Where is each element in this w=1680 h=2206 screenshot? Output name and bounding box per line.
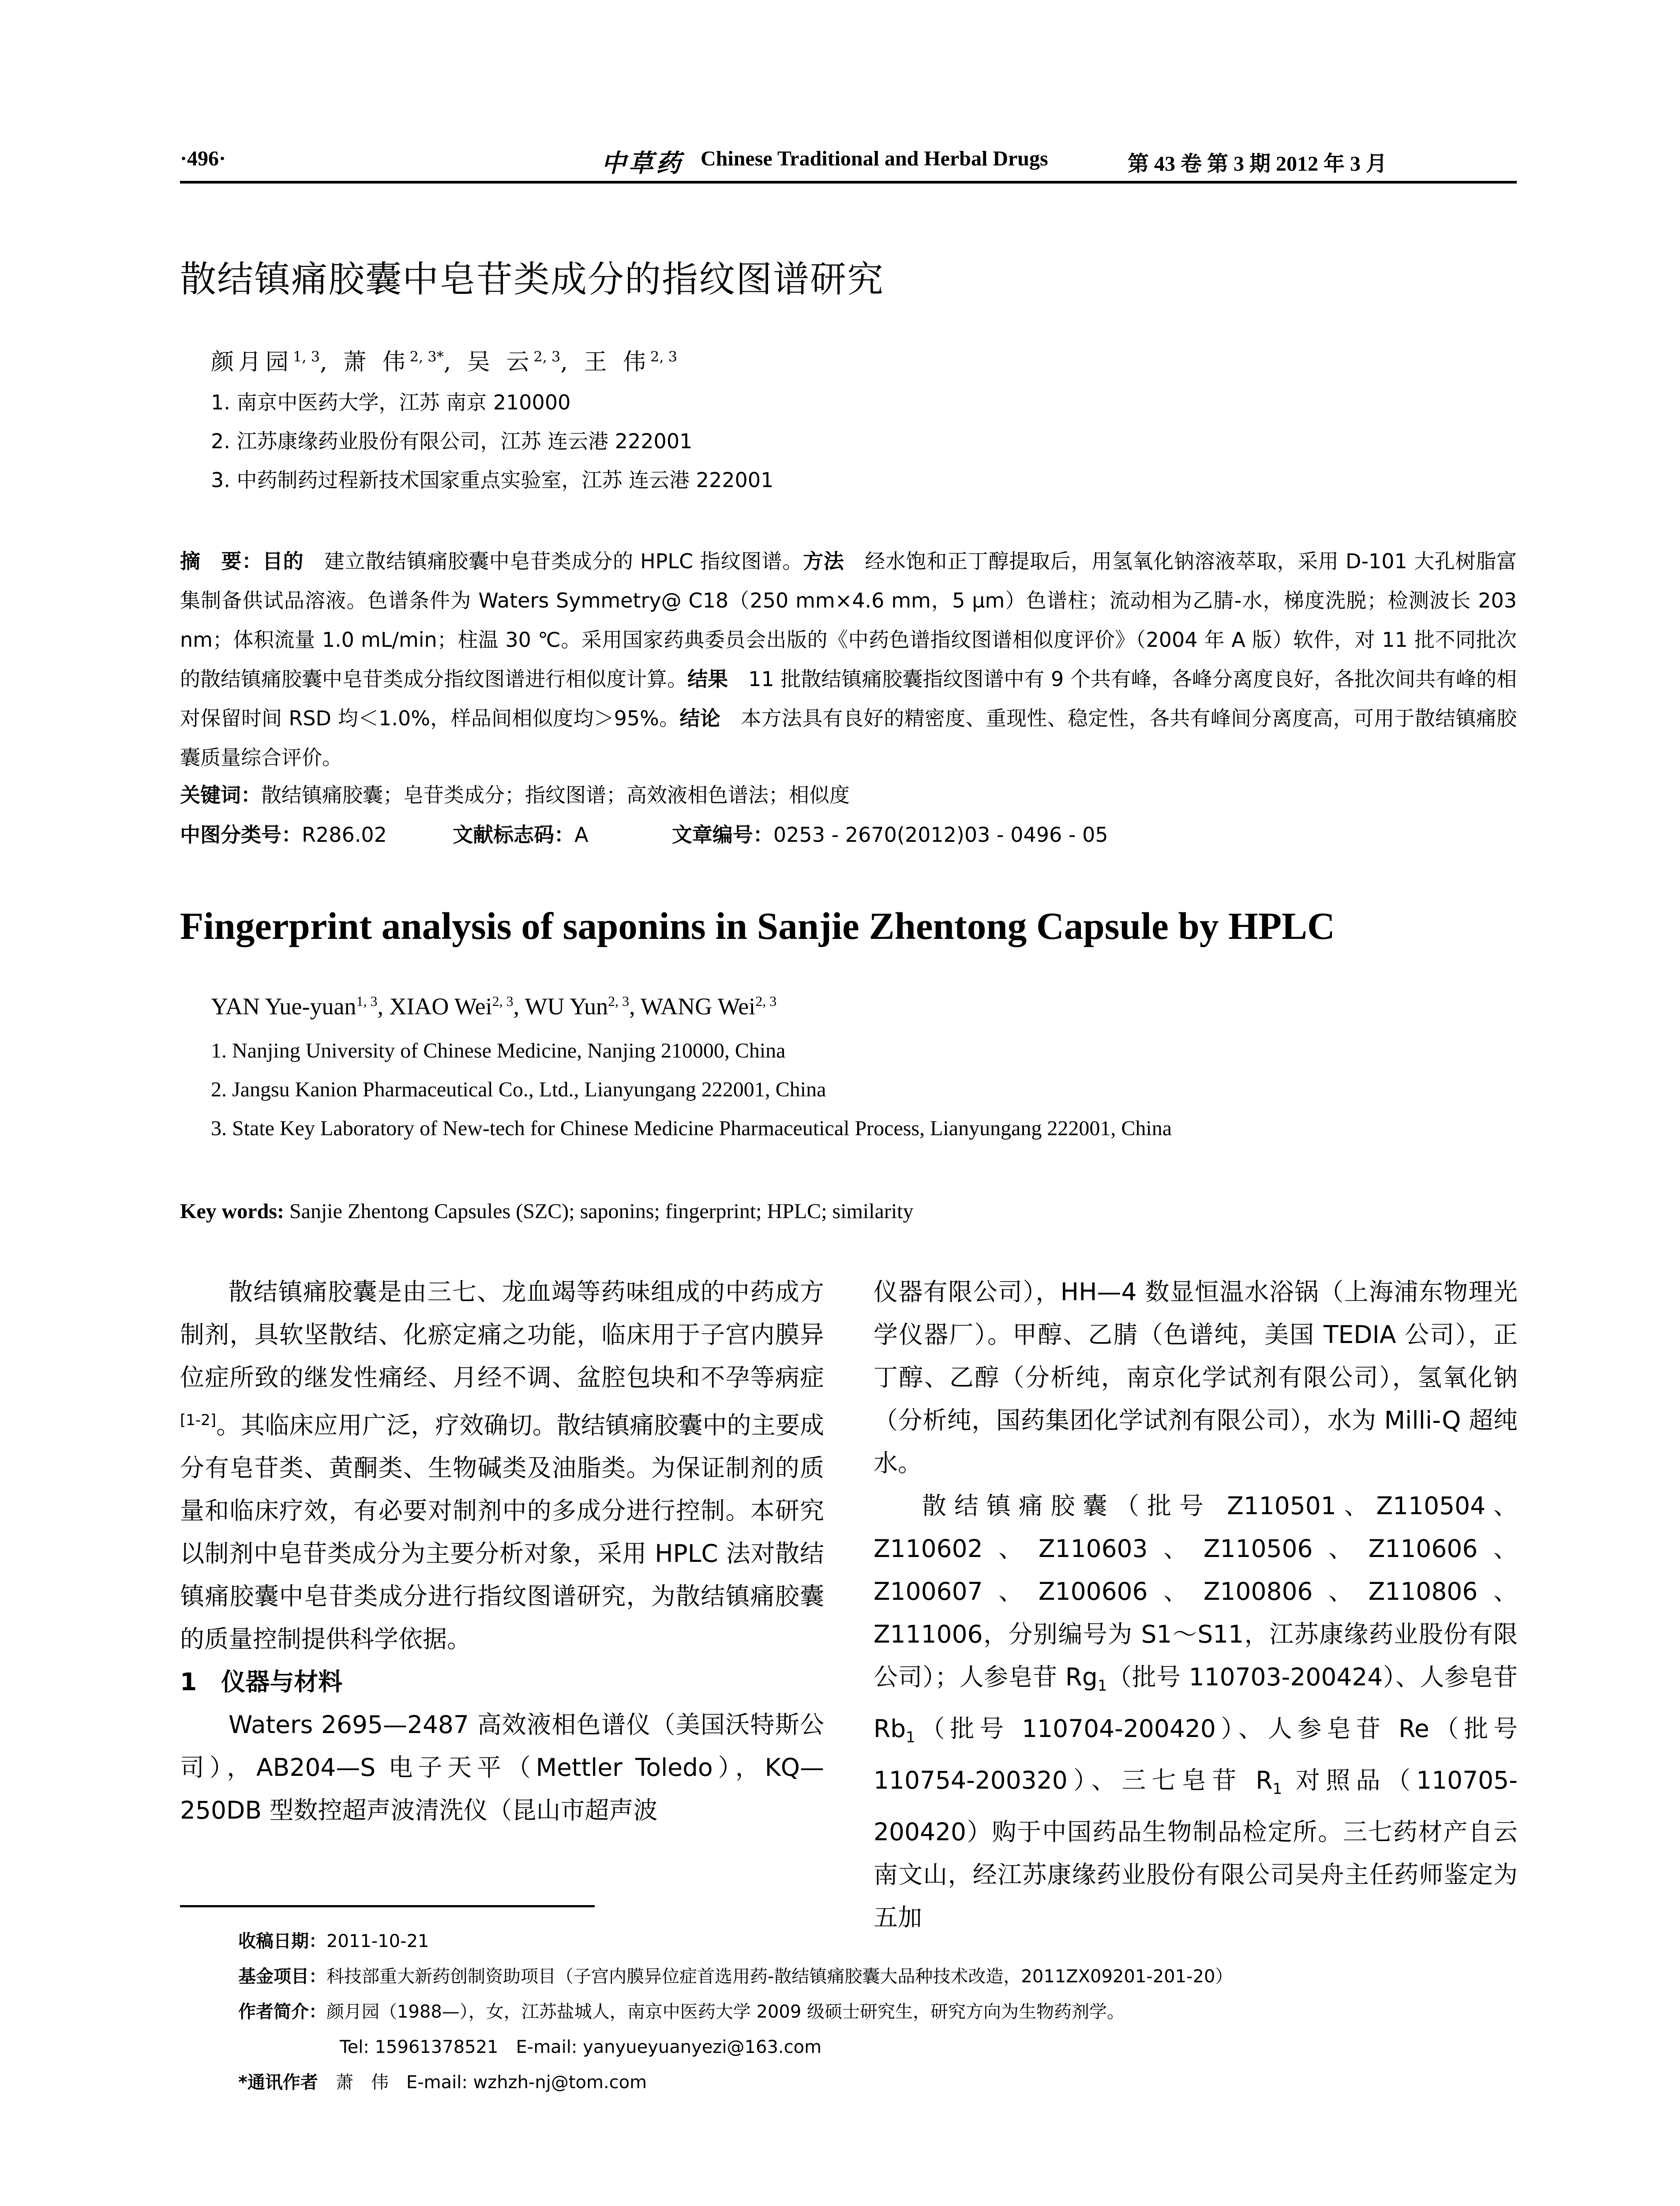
classification-line [180,819,1108,848]
chinese-abstract [180,542,1517,777]
footnote-contact: Tel: 15961378521 E-mail: yanyueyuanyezi@163.com [340,2037,822,2057]
body-column-right [874,1271,1518,1939]
author-name: 颜月园 [211,349,293,375]
affiliation: 1. 南京中医药大学，江苏 南京 210000 [211,390,571,414]
subscript: 1 [1272,1780,1282,1798]
author-affil-sup: 1, 3 [293,348,320,365]
footnote-fund [238,1959,1233,1994]
author-affil-sup: 2, 3 [608,993,630,1009]
english-keywords [180,1199,914,1223]
footnote-corresponding [238,2065,1233,2100]
author-label: 作者简介： [238,2002,326,2022]
author-affil-sup: 2, 3 [650,348,678,365]
materials-text: （批号 110704-200420）、人参皂苷 Re（批号 110754-200320）、三七皂苷 R [874,1715,1518,1794]
english-authors: YAN Yue-yuan$^{1, 3}$, XIAO Wei$^{2, 3}$, WU Yun$^{2, 3}$, WANG Wei$^{2, 3}$ [211,993,777,1020]
author-name: 萧 伟 [343,349,410,375]
received-label: 收稿日期： [238,1931,326,1951]
instruments-paragraph: Waters 2695—2487 高效液相色谱仪（美国沃特斯公司），AB204—S 电子天平（Mettler Toledo），KQ—250DB 型数控超声波清洗仪（昆山市超声波 [180,1711,824,1825]
intro-paragraph [180,1271,824,1661]
author-name: WANG Wei [641,993,756,1020]
materials-paragraph [874,1485,1518,1939]
en-keywords-label: Key words: [180,1200,284,1223]
footnote-author [238,1994,1233,2030]
author-affil-sup: 1, 3 [356,993,378,1009]
instruments-continued: 仪器有限公司），HH—4 数显恒温水浴锅（上海浦东物理光学仪器厂）。甲醇、乙腈（色谱纯，美国 TEDIA 公司），正丁醇、乙醇（分析纯，南京化学试剂有限公司），氢氧化钠（分析纯，国药集团化学试剂有限公司），水为 Milli-Q 超纯水。 [874,1278,1518,1477]
citation: [1-2] [180,1411,217,1429]
author-name: YAN Yue-yuan [211,993,356,1020]
journal-name: Chinese Traditional and Herbal Drugs [701,147,1048,170]
affiliation: 2. 江苏康缘药业股份有限公司，江苏 连云港 222001 [211,429,693,453]
fund-text: 科技部重大新药创制资助项目（子宫内膜异位症首选用药-散结镇痛胶囊大品种技术改造，2011ZX09201-201-20） [326,1966,1233,1987]
method-label: 方法 [803,549,844,573]
footnotes [238,1924,1233,2100]
author-name: 吴 云 [467,349,534,375]
clc-label: 中图分类号： [180,823,302,847]
english-affiliations [211,1032,1172,1148]
affiliation: 2. Jangsu Kanion Pharmaceutical Co., Ltd., Lianyungang 222001, China [211,1078,826,1101]
author-affil-sup: 2, 3 [492,993,514,1009]
materials-text: 对照品（110705-200420）购于中国药品生物制品检定所。三七药材产自云南文山，经江苏康缘药业股份有限公司吴舟主任药师鉴定为五加 [874,1766,1518,1932]
chinese-title: 散结镇痛胶囊中皂苷类成分的指纹图谱研究 [180,259,885,300]
doc-label: 文献标志码： [453,823,575,847]
author-bio: 颜月园（1988—），女，江苏盐城人，南京中医药大学 2009 级硕士研究生，研究方向为生物药剂学。 [326,2002,1125,2022]
author-affil-sup: 2, 3 [533,348,561,365]
body-column-left [180,1271,824,1832]
corresponding-label: *通讯作者 [238,2072,318,2093]
page-number: ·496· [180,147,226,170]
clc-value: R286.02 [302,823,387,847]
affiliation: 3. State Key Laboratory of New-tech for Chinese Medicine Pharmaceutical Process, Lianyungang 222001, China [211,1117,1172,1140]
article-value: 0253 - 2670(2012)03 - 0496 - 05 [773,823,1108,847]
article-label: 文章编号： [671,823,773,847]
section-heading: 1 仪器与材料 [180,1668,343,1696]
chinese-affiliations [211,383,773,499]
received-date: 2011-10-21 [326,1931,429,1951]
author-affil-sup: 2, 3 [755,993,777,1009]
english-title: Fingerprint analysis of saponins in Sanjie Zhentong Capsule by HPLC [180,904,1335,947]
objective-label: 目的 [262,549,304,573]
subscript: 1 [1097,1677,1107,1695]
intro-text: 散结镇痛胶囊是由三七、龙血竭等药味组成的中药成方制剂，具软坚散结、化瘀定痛之功能，临床用于子宫内膜异位症所致的继发性痛经、月经不调、盆腔包块和不孕等病症 [180,1278,824,1392]
chinese-keywords [180,779,850,808]
journal-logo: 中草药 [601,150,683,177]
result-text: 11 批散结镇痛胶囊指纹图谱中有 9 个共有峰，各峰分离度良好，各批次间共有峰的相对保留时间 RSD 均＜1.0%，样品间相似度均＞95%。 [180,667,1517,730]
author-name: WU Yun [525,993,608,1020]
subscript: 1 [906,1729,915,1746]
conclusion-label: 结论 [679,706,721,730]
conclusion-text: 本方法具有良好的精密度、重现性、稳定性，各共有峰间分离度高，可用于散结镇痛胶囊质量综合评价。 [180,706,1517,769]
abstract-label: 摘 要： [180,549,262,573]
volume-info: 第 43 卷 第 3 期 2012 年 3 月 [1128,152,1388,176]
affiliation: 3. 中药制药过程新技术国家重点实验室，江苏 连云港 222001 [211,468,774,492]
author-name: 王 伟 [584,349,650,375]
materials-text: （批号 110703-200424）、人参皂苷 Rb [874,1663,1518,1743]
en-keywords-text: Sanjie Zhentong Capsules (SZC); saponins; fingerprint; HPLC; similarity [289,1200,914,1223]
method-text: 经水饱和正丁醇提取后，用氢氧化钠溶液萃取，采用 D-101 大孔树脂富集制备供试品溶液。色谱条件为 Waters Symmetry@ C18（250 mm×4.6 mm，5 μm）色谱柱；流动相为乙腈-水，梯度洗脱；检测波长 203 nm；体积流量 1.0 mL/min；柱温 30 ℃。采用国家药典委员会出版的《中药色谱指纹图谱相似度评价》（2004 年 A 版）软件，对 11 批不同批次的散结镇痛胶囊中皂苷类成分指纹图谱进行相似度计算。 [180,549,1517,691]
footnote-received [238,1924,1233,1959]
running-head [180,140,1517,184]
result-label: 结果 [687,667,728,691]
footnote-divider [180,1905,595,1907]
author-name: XIAO Wei [389,993,492,1020]
keywords-label: 关键词： [180,783,261,807]
intro-text-cont: 。其临床应用广泛，疗效确切。散结镇痛胶囊中的主要成分有皂苷类、黄酮类、生物碱类及油脂类。为保证制剂的质量和临床疗效，有必要对制剂中的多成分进行控制。本研究以制剂中皂苷类成分为主要分析对象，采用 HPLC 法对散结镇痛胶囊中皂苷类成分进行指纹图谱研究，为散结镇痛胶囊的质量控制提供科学依据。 [180,1411,824,1654]
affiliation: 1. Nanjing University of Chinese Medicine, Nanjing 210000, China [211,1039,786,1062]
doc-value: A [574,823,589,847]
author-affil-sup: 2, 3* [409,348,444,365]
objective-text: 建立散结镇痛胶囊中皂苷类成分的 HPLC 指纹图谱。 [304,549,803,573]
corresponding-text: 萧 伟 E-mail: wzhzh-nj@tom.com [318,2072,647,2093]
fund-label: 基金项目： [238,1966,326,1987]
chinese-authors: 颜月园$^{1, 3}$, 萧 伟$^{2, 3*}$, 吴 云$^{2, 3}$, 王 伟$^{2, 3}$ [211,348,678,375]
keywords-text: 散结镇痛胶囊；皂苷类成分；指纹图谱；高效液相色谱法；相似度 [261,783,850,807]
materials-text: 散结镇痛胶囊（批号 Z110501、Z110504、Z110602、Z110603、Z110506、Z110606、Z100607、Z100606、Z100806、Z110806、Z111006，分别编号为 S1～S11，江苏康缘药业股份有限公司）；人参皂苷 Rg [874,1492,1518,1691]
